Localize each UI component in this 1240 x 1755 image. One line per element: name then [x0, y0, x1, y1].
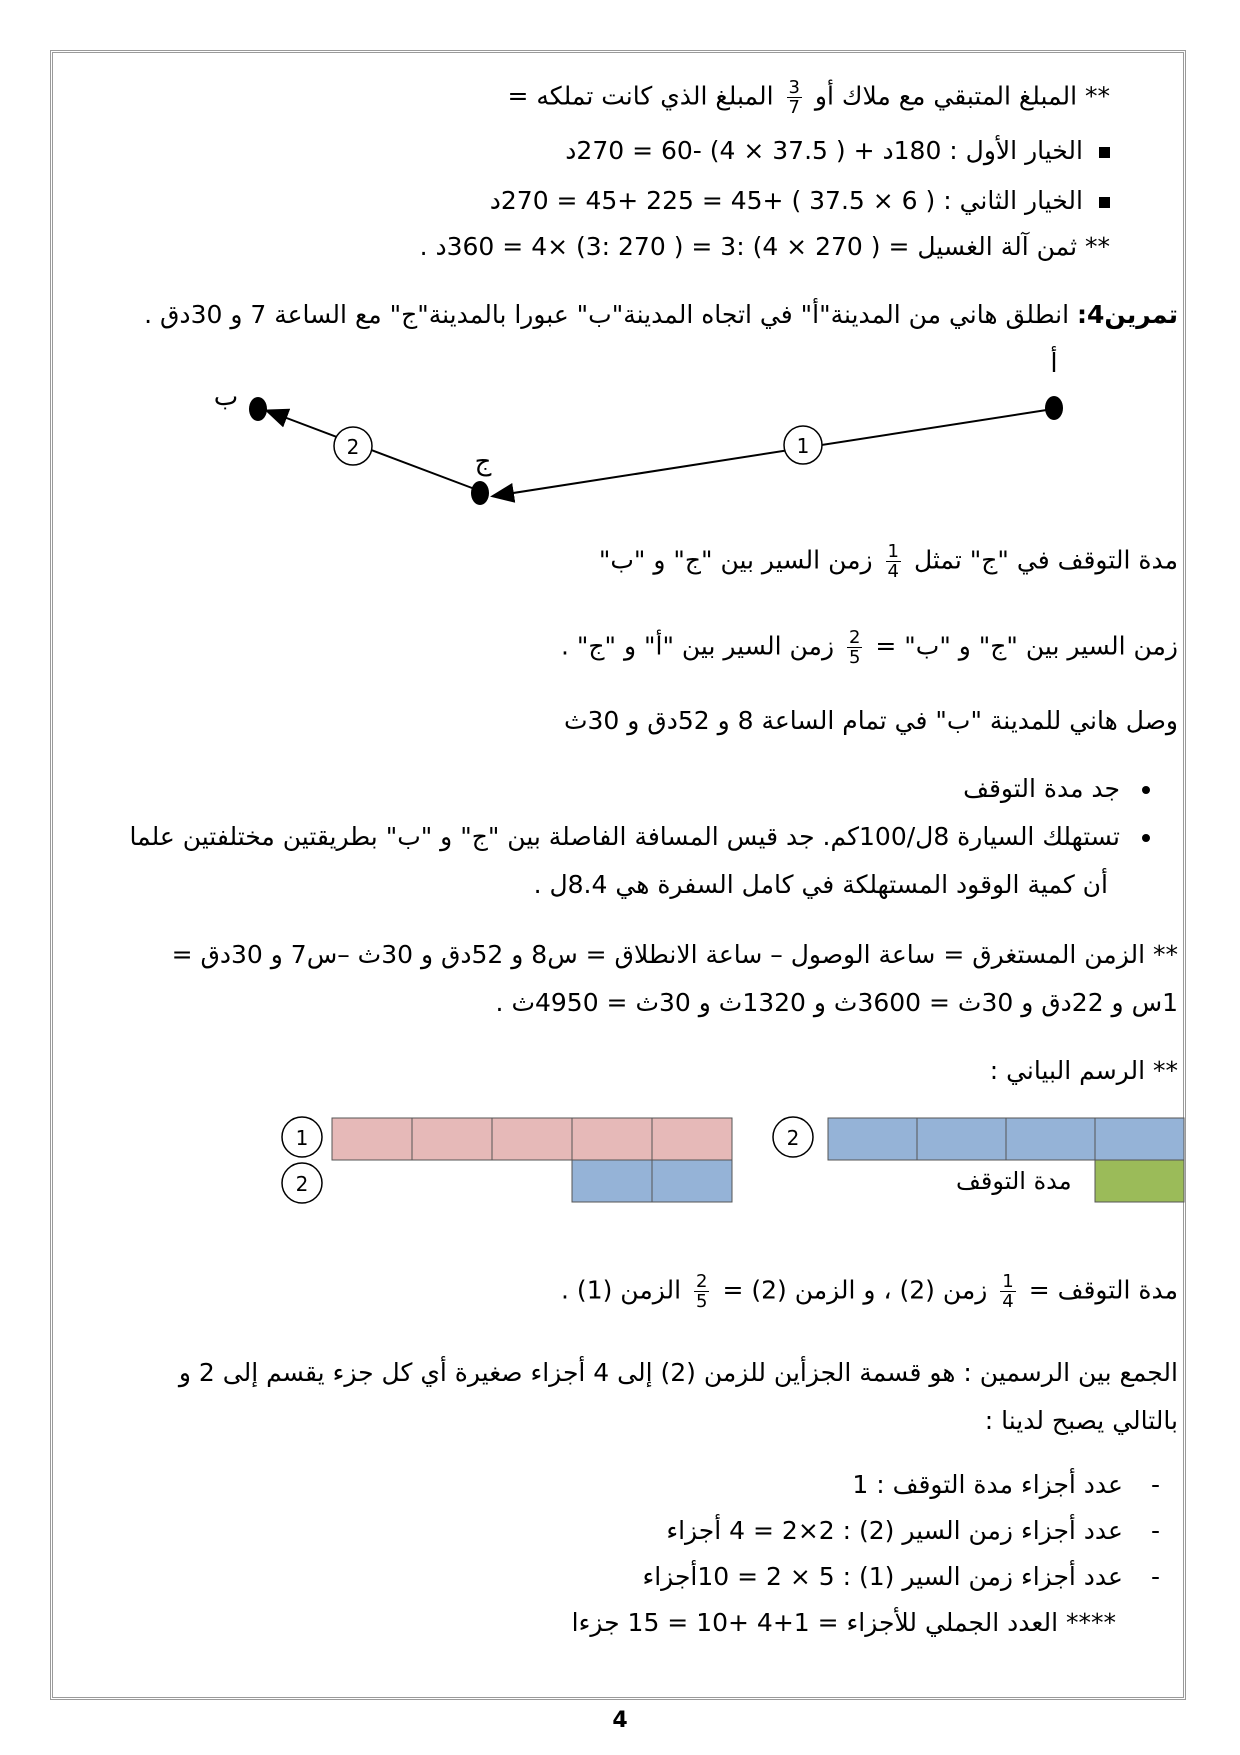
fraction-one-quarter: $\frac{1}{4}$	[887, 541, 899, 582]
parts-time1: -عدد أجزاء زمن السير (1) : 5 × 2 = 10أجزاء	[642, 1560, 1160, 1594]
arrival-line: وصل هاني للمدينة "ب" في تمام الساعة 8 و 52دق و 30ث	[563, 706, 1178, 735]
time1-marker-label: 1	[295, 1126, 309, 1150]
task-two: تستهلك السيارة 8ل/100كم. جد قيس المسافة الفاصلة بين "ج" و "ب" بطريقتين مختلفتين علما	[130, 820, 1151, 854]
task-two-continued: أن كمية الوقود المستهلكة في كامل السفرة هي 8.4ل .	[533, 870, 1108, 899]
pink-cell	[652, 1118, 732, 1160]
pink-cell	[492, 1118, 572, 1160]
blue-cell	[1006, 1118, 1095, 1160]
city-c-label: ج	[474, 447, 492, 477]
blue-cell	[1095, 1118, 1184, 1160]
fraction-two-fifths: $\frac{2}{5}$	[848, 627, 861, 668]
blue-cell	[917, 1118, 1006, 1160]
exercise-label: تمرين4:	[1077, 300, 1178, 329]
parts-total: **** العدد الجملي للأجزاء = 1+4 +10 = 15 جزءا	[571, 1608, 1116, 1637]
task-one: جد مدة التوقف	[963, 772, 1150, 806]
right-time2-marker-label: 2	[786, 1126, 800, 1150]
pink-cell	[572, 1118, 652, 1160]
option-one-line: الخيار الأول : 180د + ( 37.5 × 4) -60 = 270د	[565, 134, 1110, 168]
exercise-statement: تمرين4: انطلق هاني من المدينة"أ" في اتجاه المدينة"ب" عبورا بالمدينة"ج" مع الساعة 7 و 30دق .	[144, 300, 1178, 329]
option-two-line: الخيار الثاني : ( 6 × 37.5 ) +45 = 225 +45 = 270د	[490, 184, 1110, 218]
stop-duration-line: مدة التوقف في "ج" تمثل $\frac{1}{4}$ زمن السير بين "ج" و "ب"	[598, 541, 1178, 582]
remaining-amount-line: ** المبلغ المتبقي مع ملاك أو $\frac{3}{7}$ المبلغ الذي كانت تملكه =	[507, 77, 1110, 118]
blue-cell	[828, 1118, 917, 1160]
machine-price-line: ** ثمن آلة الغسيل = ( 270 × 4) :3 = ( 270 :3) ×4 = 360د .	[419, 232, 1110, 261]
parts-time2: -عدد أجزاء زمن السير (2) : 2×2 = 4 أجزاء	[666, 1514, 1160, 1548]
segment1-label: 1	[796, 434, 810, 458]
stop-green-cell	[1095, 1160, 1184, 1202]
fraction-three-sevenths: $\frac{3}{7}$	[788, 77, 800, 118]
dash-bullet: -	[1150, 1470, 1160, 1499]
page-number: 4	[612, 1708, 628, 1733]
blue-cell	[572, 1160, 652, 1202]
segment2-label: 2	[346, 435, 360, 459]
dash-bullet: -	[1150, 1516, 1160, 1545]
travel-time-line: زمن السير بين "ج" و "ب" = $\frac{2}{5}$ زمن السير بين "أ" و "ج" .	[561, 627, 1178, 668]
city-a-label: أ	[1050, 349, 1058, 379]
stop-duration-label: مدة التوقف	[956, 1167, 1072, 1195]
parts-stop: -عدد أجزاء مدة التوقف : 1	[852, 1468, 1160, 1502]
combine-line1: الجمع بين الرسمين : هو قسمة الجزأين للزمن (2) إلى 4 أجزاء صغيرة أي كل جزء يقسم إلى 2 و	[178, 1358, 1178, 1387]
relation-line: مدة التوقف = $\frac{1}{4}$ زمن (2) ، و الزمن (2) = $\frac{2}{5}$ الزمن (1) .	[561, 1271, 1178, 1312]
fraction-two-fifths: $\frac{2}{5}$	[696, 1271, 708, 1312]
fraction-one-quarter: $\frac{1}{4}$	[1002, 1271, 1014, 1312]
combine-line2: بالتالي يصبح لدينا :	[984, 1406, 1178, 1435]
graph-title: ** الرسم البياني :	[989, 1056, 1178, 1085]
dash-bullet: -	[1150, 1562, 1160, 1591]
city-b-label: ب	[213, 382, 239, 412]
elapsed-time-line1: ** الزمن المستغرق = ساعة الوصول – ساعة الانطلاق = س8 و 52دق و 30ث –س7 و 30دق =	[171, 940, 1178, 969]
pink-cell	[332, 1118, 412, 1160]
time2-marker-label: 2	[295, 1172, 309, 1196]
blue-cell	[652, 1160, 732, 1202]
elapsed-time-line2: 1س و 22دق و 30ث = 3600ث و 1320ث و 30ث = 4950ث .	[495, 988, 1178, 1017]
pink-cell	[412, 1118, 492, 1160]
